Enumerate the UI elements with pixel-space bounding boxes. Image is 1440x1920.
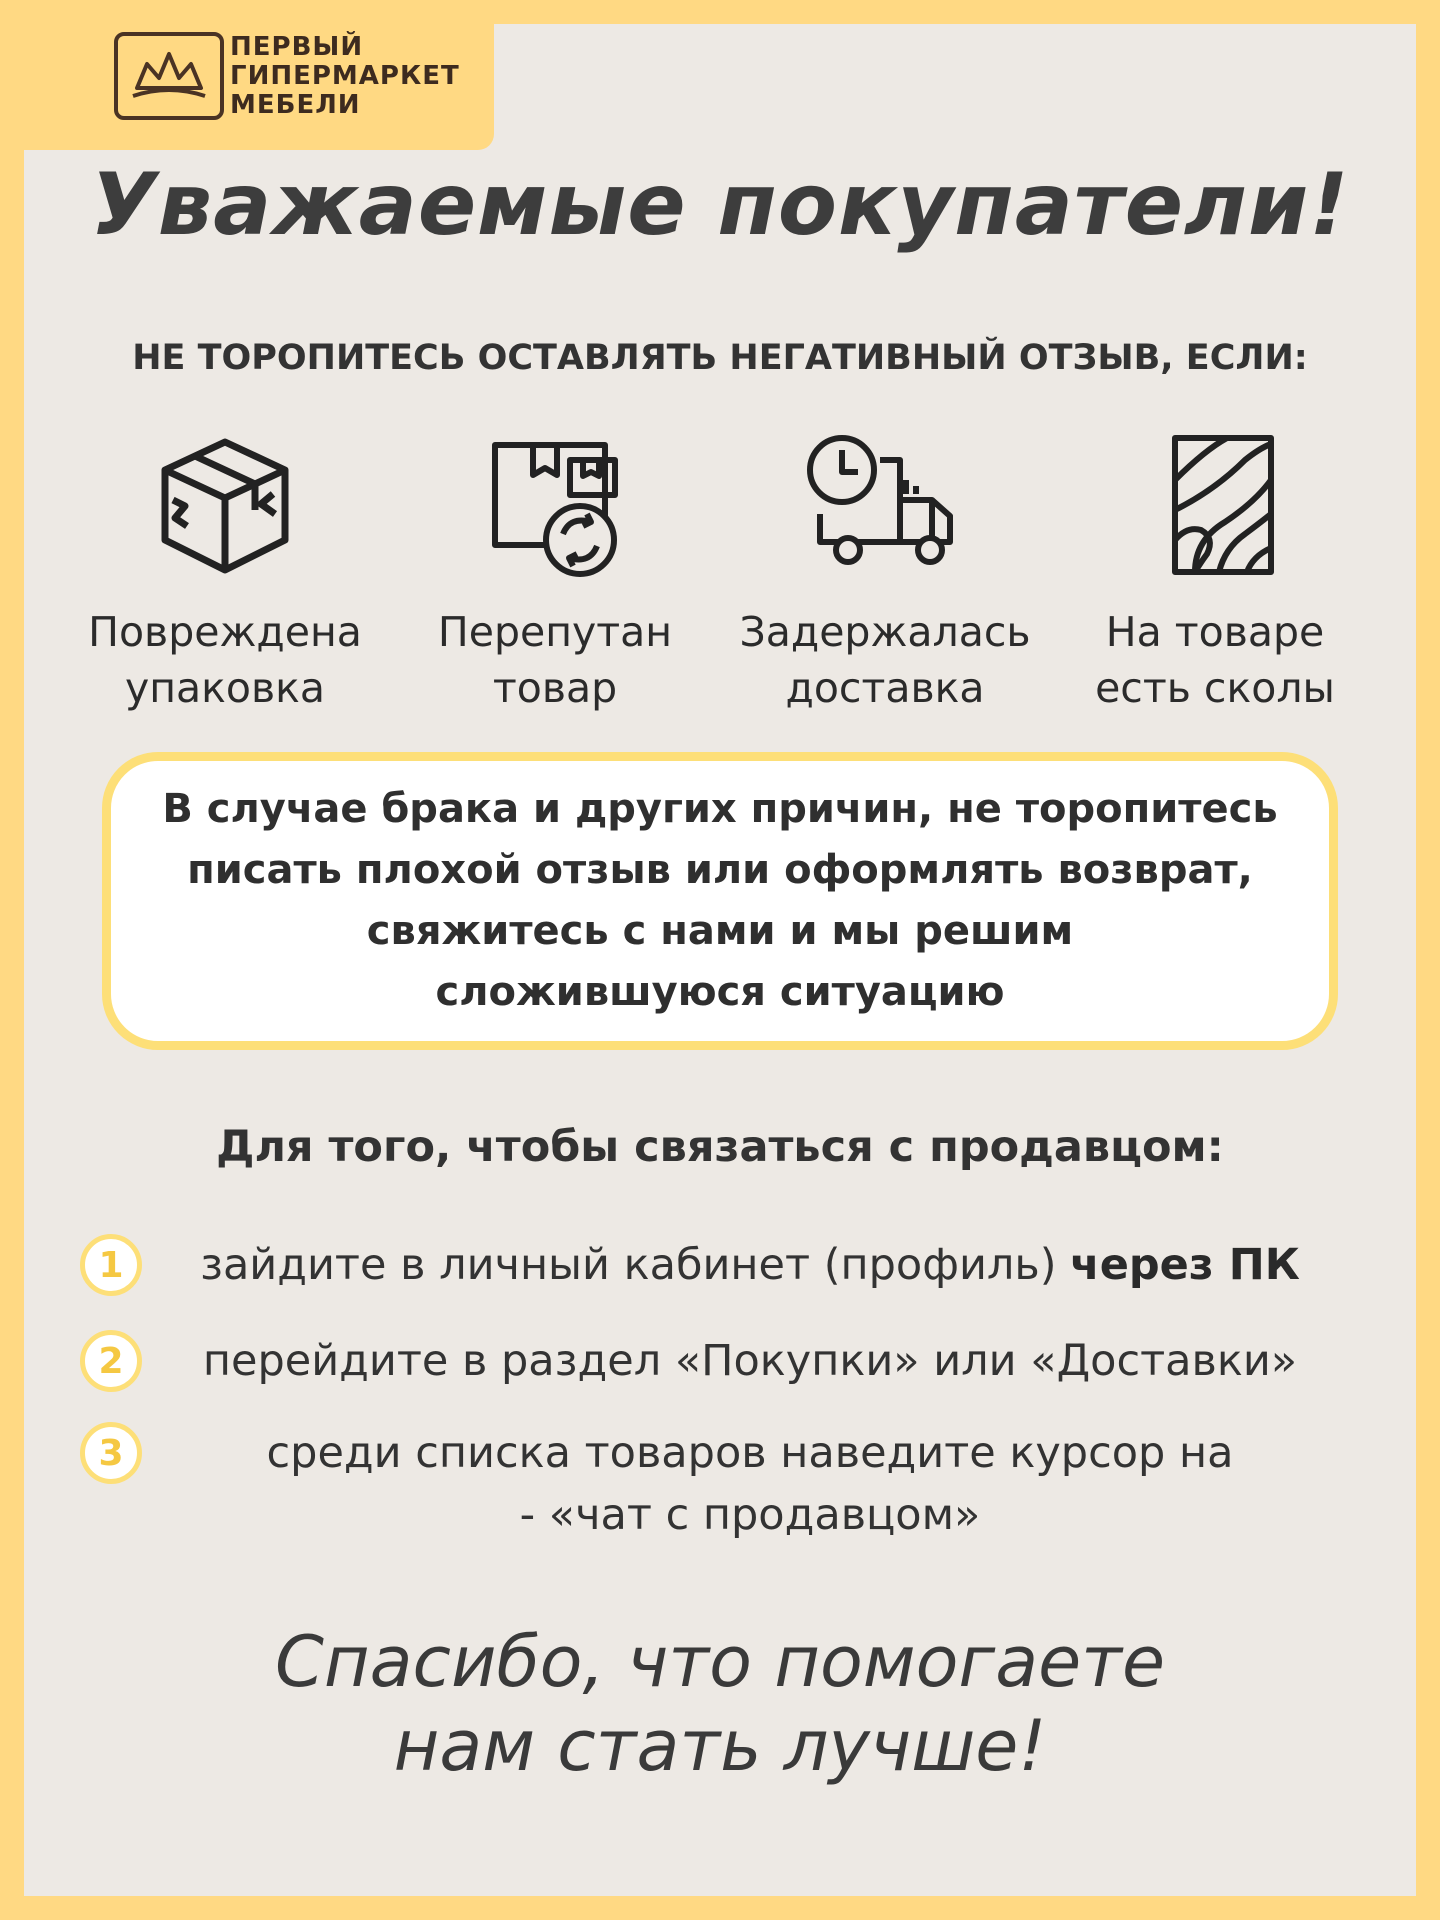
reason-label [1050,604,1380,716]
reason-label-line: На товаре [1105,608,1325,656]
damaged-box-icon [145,430,305,580]
thanks-message [0,1620,1440,1788]
brand-line-1: ПЕРВЫЙ [230,31,364,62]
reasons-row [60,430,1380,720]
callout-box [102,752,1338,1050]
reason-label [390,604,720,716]
reason-label-line: упаковка [124,664,326,712]
subtitle: НЕ ТОРОПИТЕСЬ ОСТАВЛЯТЬ НЕГАТИВНЫЙ ОТЗЫВ, ЕСЛИ: [132,338,1308,378]
thanks-line: Спасибо, что помогаете [274,1621,1166,1703]
brand-name [230,33,460,120]
step-item [0,1226,1440,1306]
callout-line: сложившуюся ситуацию [435,969,1005,1015]
delivery-truck-clock-icon [800,430,970,580]
reason-item [60,430,390,716]
wood-texture-icon [1135,430,1295,580]
contact-heading: Для того, чтобы связаться с продавцом: [216,1122,1224,1172]
crown-icon [114,32,224,120]
step-number: 3 [80,1422,142,1484]
reason-item [1050,430,1380,716]
step-text-bold: через ПК [1070,1240,1300,1290]
callout-line: В случае брака и других причин, не торопитесь [162,786,1278,832]
reason-label-line: Перепутан [437,608,673,656]
step-number: 1 [80,1234,142,1296]
reason-label-line: доставка [785,664,985,712]
step-text-main: зайдите в личный кабинет (профиль) [200,1240,1071,1290]
step-text-line: - «чат с продавцом» [519,1490,981,1540]
step-item [0,1414,1440,1564]
step-text [160,1234,1340,1296]
brand-line-3: МЕБЕЛИ [230,89,361,120]
reason-label [720,604,1050,716]
page-title: Уважаемые покупатели! [90,155,1350,255]
brand-logo [114,30,470,122]
callout-line: писать плохой отзыв или оформлять возврат, [187,847,1253,893]
callout-line: свяжитесь с нами и мы решим [366,908,1074,954]
thanks-line: нам стать лучше! [393,1705,1047,1787]
step-text: перейдите в раздел «Покупки» или «Доставки» [202,1336,1298,1386]
reason-label-line: Повреждена [88,608,362,656]
logo-tab [0,0,494,150]
box-swap-icon [475,430,635,580]
reason-item [390,430,720,716]
reason-label [60,604,390,716]
step-text [160,1422,1340,1546]
reason-label-line: есть сколы [1095,664,1335,712]
reason-item [720,430,1050,716]
reason-label-line: товар [492,664,618,712]
step-text-line: среди списка товаров наведите курсор на [266,1428,1234,1478]
step-item [0,1322,1440,1402]
reason-label-line: Задержалась [739,608,1031,656]
brand-line-2: ГИПЕРМАРКЕТ [230,60,460,91]
step-number: 2 [80,1330,142,1392]
